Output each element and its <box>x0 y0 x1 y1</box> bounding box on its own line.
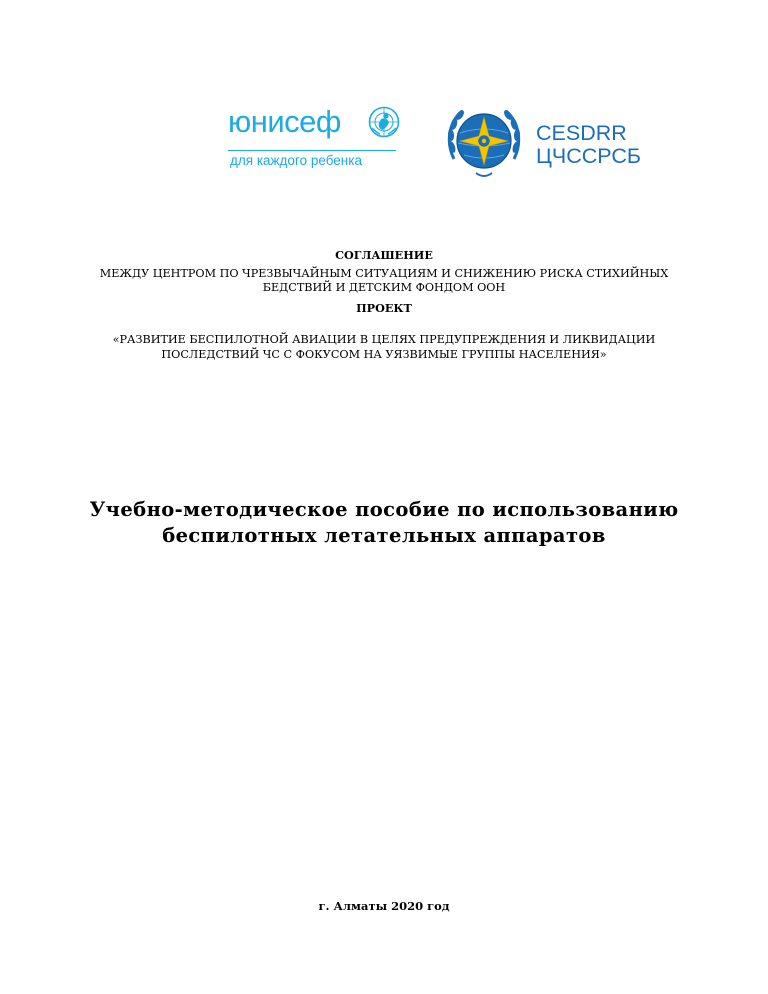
cesdrr-logo <box>444 103 664 183</box>
unicef-divider <box>228 150 396 151</box>
agreement-line-1: МЕЖДУ ЦЕНТРОМ ПО ЧРЕЗВЫЧАЙНЫМ СИТУАЦИЯМ И СНИЖЕНИЮ РИСКА СТИХИЙНЫХ <box>99 267 669 280</box>
document-title-line-1: Учебно-методическое пособие по использованию <box>89 498 679 521</box>
project-line-1: «РАЗВИТИЕ БЕСПИЛОТНОЙ АВИАЦИИ В ЦЕЛЯХ ПРЕДУПРЕЖДЕНИЯ И ЛИКВИДАЦИИ <box>112 333 656 346</box>
place-and-year: г. Алматы 2020 год <box>318 899 450 913</box>
unicef-wordmark: юнисеф <box>228 104 341 139</box>
unicef-tagline: для каждого ребенка <box>230 153 362 168</box>
project-line-2: ПОСЛЕДСТВИЙ ЧС С ФОКУСОМ НА УЯЗВИМЫЕ ГРУППЫ НАСЕЛЕНИЯ» <box>161 348 607 361</box>
document-title-line-2: беспилотных летательных аппаратов <box>162 524 606 547</box>
agreement-heading: СОГЛАШЕНИЕ <box>335 248 433 262</box>
cesdrr-emblem-icon <box>444 103 524 183</box>
unicef-logo <box>228 100 428 180</box>
unicef-emblem-icon <box>368 106 400 138</box>
logo-bar <box>0 100 768 190</box>
cesdrr-abbreviation-en: CESDRR <box>536 121 627 145</box>
cesdrr-abbreviation-ru: ЦЧССРСБ <box>536 144 642 168</box>
project-heading: ПРОЕКТ <box>356 301 412 315</box>
agreement-line-2: БЕДСТВИЙ И ДЕТСКИМ ФОНДОМ ООН <box>262 281 506 294</box>
